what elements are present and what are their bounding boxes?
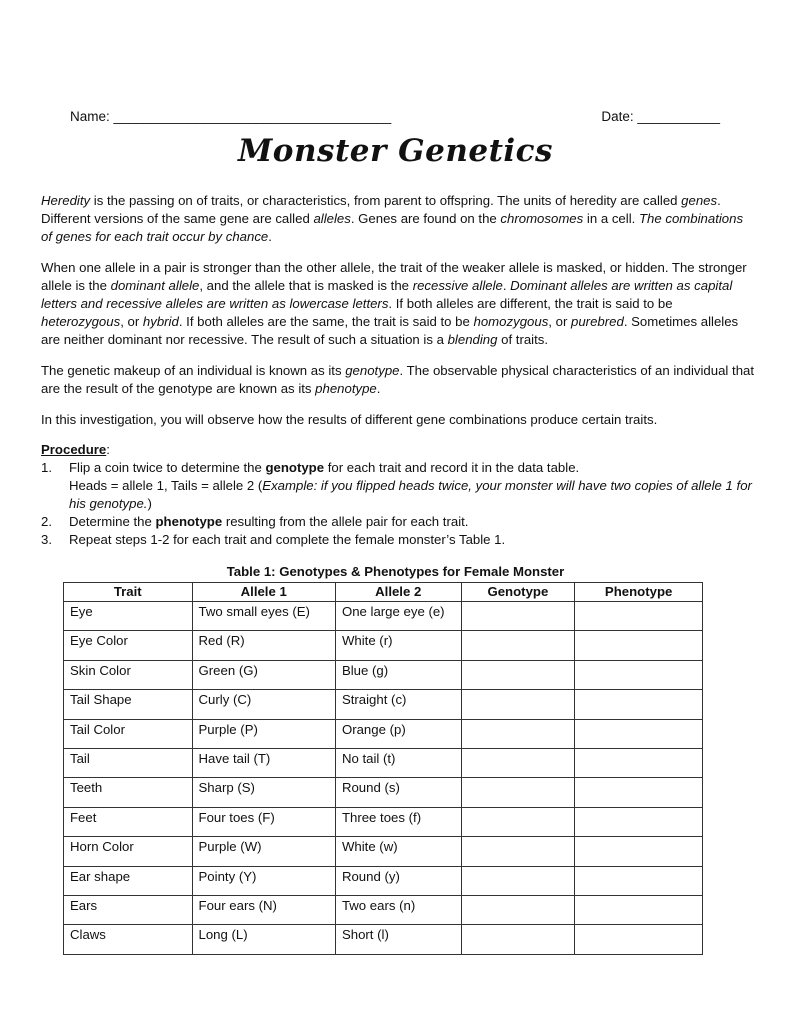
procedure-step-3	[41, 531, 756, 549]
text-run: . Sometimes alleles are neither dominant nor recessive. The result of such a situation is a	[41, 314, 739, 347]
phenotype-cell[interactable]	[575, 602, 703, 631]
genotype-cell[interactable]	[461, 631, 575, 660]
trait-cell: Skin Color	[64, 660, 193, 689]
phenotype-cell[interactable]	[575, 925, 703, 954]
text-run: alleles	[313, 211, 351, 226]
phenotype-cell[interactable]	[575, 778, 703, 807]
allele-1-cell: Four ears (N)	[192, 895, 335, 924]
text-run: heterozygous	[41, 314, 121, 329]
allele-2-cell: Round (s)	[335, 778, 461, 807]
step-2-text-a: Determine the	[69, 514, 156, 529]
trait-cell: Ear shape	[64, 866, 193, 895]
trait-cell: Horn Color	[64, 837, 193, 866]
table-row	[64, 748, 703, 777]
genotype-cell[interactable]	[461, 748, 575, 777]
table-row	[64, 866, 703, 895]
phenotype-cell[interactable]	[575, 837, 703, 866]
procedure-list	[41, 459, 756, 549]
procedure-step-1	[41, 459, 756, 513]
text-run: .	[376, 381, 381, 396]
genotype-cell[interactable]	[461, 602, 575, 631]
text-run: . Different versions of the same gene are called	[41, 193, 721, 226]
text-run: blending	[447, 332, 498, 347]
table-row	[64, 719, 703, 748]
trait-cell: Tail Shape	[64, 690, 193, 719]
allele-1-cell: Long (L)	[192, 925, 335, 954]
step-2-bold: phenotype	[155, 514, 223, 529]
paragraph-alleles-text	[41, 259, 756, 349]
text-run: . The observable physical characteristics of an individual that are the result of the genotype are known as its	[41, 363, 755, 396]
page-title: Monster Genetics	[237, 133, 554, 169]
paragraph-heredity-text	[41, 192, 756, 246]
allele-2-cell: One large eye (e)	[335, 602, 461, 631]
paragraph-alleles	[41, 259, 756, 349]
table-row	[64, 690, 703, 719]
table-row	[64, 807, 703, 836]
step-3-number: 3.	[41, 532, 52, 547]
genotype-cell[interactable]	[461, 925, 575, 954]
header-phenotype: Phenotype	[575, 583, 703, 602]
genotype-cell[interactable]	[461, 690, 575, 719]
allele-1-cell: Pointy (Y)	[192, 866, 335, 895]
text-run: purebred	[571, 314, 624, 329]
phenotype-cell[interactable]	[575, 748, 703, 777]
text-run: dominant allele	[110, 278, 200, 293]
trait-cell: Tail	[64, 748, 193, 777]
step-2-number: 2.	[41, 514, 52, 529]
table-header-row	[64, 583, 703, 602]
header-allele-2: Allele 2	[335, 583, 461, 602]
allele-1-cell: Four toes (F)	[192, 807, 335, 836]
text-run: The combinations of genes for each trait occur by chance	[41, 211, 744, 244]
allele-1-cell: Have tail (T)	[192, 748, 335, 777]
table-row	[64, 602, 703, 631]
genotype-cell[interactable]	[461, 807, 575, 836]
text-run: of traits.	[497, 332, 549, 347]
phenotype-cell[interactable]	[575, 719, 703, 748]
genotype-cell[interactable]	[461, 778, 575, 807]
text-run: Dominant alleles are written as capital letters and recessive alleles are written as lowercase letters	[41, 278, 733, 311]
genotype-cell[interactable]	[461, 895, 575, 924]
text-run: genes	[681, 193, 718, 208]
header-genotype: Genotype	[461, 583, 575, 602]
genotype-cell[interactable]	[461, 660, 575, 689]
genotype-cell[interactable]	[461, 837, 575, 866]
text-run: , or	[120, 314, 143, 329]
step-1-number: 1.	[41, 460, 52, 475]
text-run: is the passing on of traits, or characteristics, from parent to offspring. The units of heredity are called	[90, 193, 682, 208]
date-field[interactable]: Date: ___________	[601, 109, 720, 124]
paragraph-genotype	[41, 362, 756, 398]
procedure-heading: Procedure	[41, 442, 107, 457]
text-run: , and the allele that is masked is the	[199, 278, 413, 293]
text-run: . If both alleles are the same, the trait is said to be	[178, 314, 474, 329]
trait-cell: Claws	[64, 925, 193, 954]
trait-cell: Feet	[64, 807, 193, 836]
step-1-bold: genotype	[265, 460, 325, 475]
allele-2-cell: Two ears (n)	[335, 895, 461, 924]
procedure-section	[41, 441, 756, 549]
trait-cell: Eye Color	[64, 631, 193, 660]
text-run: The genetic makeup of an individual is known as its	[41, 363, 346, 378]
phenotype-cell[interactable]	[575, 660, 703, 689]
table-row	[64, 778, 703, 807]
step-1-line2-a: Heads = allele 1, Tails = allele 2 (	[69, 478, 263, 493]
table-body	[64, 602, 703, 955]
allele-1-cell: Curly (C)	[192, 690, 335, 719]
step-1-text-b: for each trait and record it in the data table.	[324, 460, 580, 475]
phenotype-cell[interactable]	[575, 866, 703, 895]
allele-1-cell: Sharp (S)	[192, 778, 335, 807]
allele-1-cell: Purple (P)	[192, 719, 335, 748]
trait-cell: Tail Color	[64, 719, 193, 748]
allele-1-cell: Purple (W)	[192, 837, 335, 866]
paragraph-heredity	[41, 192, 756, 246]
table-row	[64, 660, 703, 689]
paragraph-investigation-text: In this investigation, you will observe how the results of different gene combinations produce certain traits.	[41, 412, 658, 427]
text-run: . Genes are found on the	[350, 211, 501, 226]
trait-cell: Ears	[64, 895, 193, 924]
paragraph-genotype-text	[41, 362, 756, 398]
allele-2-cell: No tail (t)	[335, 748, 461, 777]
allele-2-cell: Three toes (f)	[335, 807, 461, 836]
table-row	[64, 631, 703, 660]
text-run: phenotype	[315, 381, 377, 396]
step-1-text-a: Flip a coin twice to determine the	[69, 460, 266, 475]
phenotype-cell[interactable]	[575, 631, 703, 660]
allele-1-cell: Green (G)	[192, 660, 335, 689]
genetics-table	[63, 582, 703, 955]
allele-2-cell: Blue (g)	[335, 660, 461, 689]
text-run: , or	[548, 314, 572, 329]
step-2-text-b: resulting from the allele pair for each trait.	[222, 514, 469, 529]
text-run: recessive allele	[412, 278, 503, 293]
table-row	[64, 925, 703, 954]
step-3-text: Repeat steps 1-2 for each trait and complete the female monster’s Table 1.	[69, 532, 506, 547]
allele-2-cell: White (r)	[335, 631, 461, 660]
procedure-heading-colon: :	[106, 442, 110, 457]
allele-2-cell: Orange (p)	[335, 719, 461, 748]
table-row	[64, 895, 703, 924]
allele-2-cell: Round (y)	[335, 866, 461, 895]
text-run: Heredity	[41, 193, 91, 208]
allele-1-cell: Two small eyes (E)	[192, 602, 335, 631]
allele-2-cell: Short (l)	[335, 925, 461, 954]
step-1-example: Example: if you flipped heads twice, your monster will have two copies of allele 1 for his genotype.	[69, 478, 752, 511]
genotype-cell[interactable]	[461, 866, 575, 895]
text-run: hybrid	[142, 314, 179, 329]
text-run: homozygous	[473, 314, 549, 329]
text-run: . If both alleles are different, the trait is said to be	[388, 296, 673, 311]
paragraph-investigation	[41, 411, 756, 429]
text-run: When one allele in a pair is stronger than the other allele, the trait of the weaker allele is masked, or hidden. The stronger allele is the	[41, 260, 747, 293]
phenotype-cell[interactable]	[575, 690, 703, 719]
text-run: genotype	[345, 363, 400, 378]
text-run: .	[502, 278, 511, 293]
phenotype-cell[interactable]	[575, 895, 703, 924]
trait-cell: Teeth	[64, 778, 193, 807]
procedure-step-2	[41, 513, 756, 531]
table-row	[64, 837, 703, 866]
step-1-line2-b: )	[147, 496, 152, 511]
allele-2-cell: White (w)	[335, 837, 461, 866]
allele-1-cell: Red (R)	[192, 631, 335, 660]
genotype-cell[interactable]	[461, 719, 575, 748]
text-run: in a cell.	[583, 211, 639, 226]
trait-cell: Eye	[64, 602, 193, 631]
header-trait: Trait	[64, 583, 193, 602]
text-run: chromosomes	[500, 211, 584, 226]
table-caption: Table 1: Genotypes & Phenotypes for Female Monster	[226, 564, 565, 579]
name-field[interactable]: Name: _____________________________________	[70, 109, 392, 124]
allele-2-cell: Straight (c)	[335, 690, 461, 719]
phenotype-cell[interactable]	[575, 807, 703, 836]
text-run: .	[268, 229, 272, 244]
header-allele-1: Allele 1	[192, 583, 335, 602]
